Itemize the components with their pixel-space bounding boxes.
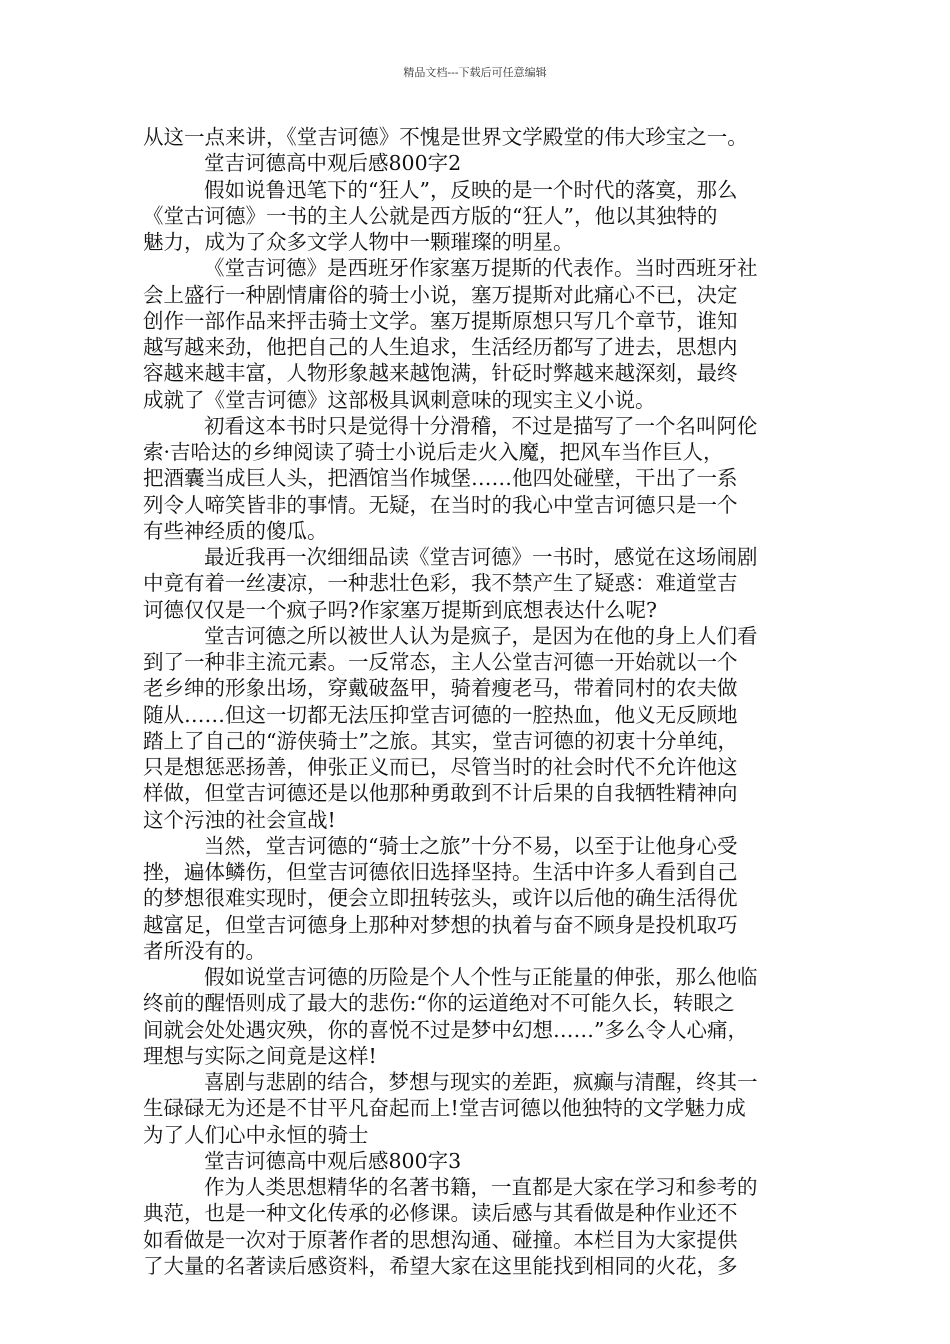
text-line: 随从……但这一切都无法压抑堂吉诃德的一腔热血，他义无反顾地 <box>143 702 738 727</box>
text-line: 初看这本书时只是觉得十分滑稽，不过是描写了一个名叫阿伦 <box>204 413 758 438</box>
text-line: 只是想惩恶扬善，伸张正义而已，尽管当时的社会时代不允许他这 <box>143 755 738 779</box>
text-line: 踏上了自己的“游侠骑士”之旅。其实，堂吉诃德的初衷十分单纯， <box>143 728 738 753</box>
text-line: 作为人类思想精华的名著书籍，一直都是大家在学习和参考的 <box>204 1175 758 1199</box>
text-line: 堂吉诃德高中观后感800字3 <box>204 1148 462 1173</box>
text-line: 《堂吉诃德》是西班牙作家塞万提斯的代表作。当时西班牙社 <box>204 256 758 281</box>
text-line: 越富足，但堂吉诃德身上那种对梦想的执着与奋不顾身是投机取巧 <box>143 912 738 937</box>
text-line: 假如说堂吉诃德的历险是个人个性与正能量的伸张，那么他临 <box>204 965 758 989</box>
text-line: 老乡绅的形象出场，穿戴破盔甲，骑着瘦老马，带着同村的农夫做 <box>143 676 738 701</box>
text-line: 最近我再一次细细品读《堂吉诃德》一书时，感觉在这场闹剧 <box>204 545 758 569</box>
text-line: 列令人啼笑皆非的事情。无疑，在当时的我心中堂吉诃德只是一个 <box>143 492 738 517</box>
text-line: 从这一点来讲，《堂吉诃德》不愧是世界文学殿堂的伟大珍宝之一。 <box>143 125 748 149</box>
text-line: 了大量的名著读后感资料，希望大家在这里能找到相同的火花，多 <box>143 1253 738 1278</box>
text-line: 生碌碌无为还是不甘平凡奋起而上!堂吉诃德以他独特的文学魅力成 <box>143 1096 746 1121</box>
text-line: 为了人们心中永恒的骑士 <box>143 1122 369 1147</box>
text-line: 《堂古诃德》一书的主人公就是西方版的“狂人”，他以其独特的 <box>143 203 718 228</box>
text-line: 把酒囊当成巨人头，把酒馆当作城堡……他四处碰壁，干出了一系 <box>143 466 738 491</box>
text-line: 中竟有着一丝凄凉，一种悲壮色彩，我不禁产生了疑惑：难道堂吉 <box>143 571 738 596</box>
text-line: 创作一部作品来抨击骑士文学。塞万提斯原想只写几个章节，谁知 <box>143 308 738 333</box>
text-line: 喜剧与悲剧的结合，梦想与现实的差距，疯癫与清醒，终其一 <box>204 1070 758 1094</box>
body-text <box>143 124 811 1279</box>
text-line: 堂吉诃德高中观后感800字2 <box>204 151 462 176</box>
text-line: 的梦想很难实现时，便会立即扭转弦头，或许以后他的确生活得优 <box>143 886 738 911</box>
text-line: 这个污浊的社会宣战! <box>143 807 336 832</box>
text-line: 当然，堂吉诃德的“骑士之旅”十分不易，以至于让他身心受 <box>204 833 738 858</box>
text-line: 会上盛行一种剧情庸俗的骑士小说，塞万提斯对此痛心不已，决定 <box>143 282 738 307</box>
text-line: 成就了《堂吉诃德》这部极具讽刺意味的现实主义小说。 <box>143 387 656 412</box>
text-line: 越写越来劲，他把自己的人生追求，生活经历都写了进去，思想内 <box>143 335 738 359</box>
text-line: 典范，也是一种文化传承的必修课。读后感与其看做是种作业还不 <box>143 1201 738 1226</box>
text-line: 终前的醒悟则成了最大的悲伤:“你的运道绝对不可能久长，转眼之 <box>143 991 735 1016</box>
text-line: 索·吉哈达的乡绅阅读了骑士小说后走火入魔，把风车当作巨人， <box>143 440 724 464</box>
text-line: 间就会处处遇灾殃，你的喜悦不过是梦中幻想……”多么令人心痛， <box>143 1017 748 1042</box>
text-line: 有些神经质的傻瓜。 <box>143 518 328 543</box>
text-line: 诃德仅仅是一个疯子吗?作家塞万提斯到底想表达什么呢? <box>143 597 657 622</box>
text-line: 到了一种非主流元素。一反常态，主人公堂吉河德一开始就以一个 <box>143 650 738 674</box>
page-header: 精品文档---下载后可任意编辑 <box>403 66 547 79</box>
text-line: 样做，但堂吉诃德还是以他那种勇敢到不计后果的自我牺牲精神向 <box>143 781 738 806</box>
text-line: 假如说鲁迅笔下的“狂人”，反映的是一个时代的落寞，那么 <box>204 177 738 202</box>
text-line: 如看做是一次对于原著作者的思想沟通、碰撞。本栏目为大家提供 <box>143 1227 738 1252</box>
text-line: 理想与实际之间竟是这样! <box>143 1043 377 1068</box>
text-line: 堂吉诃德之所以被世人认为是疯子，是因为在他的身上人们看 <box>204 623 758 648</box>
text-line: 者所没有的。 <box>143 938 266 963</box>
text-line: 容越来越丰富，人物形象越来越饱满，针砭时弊越来越深刻，最终 <box>143 361 738 386</box>
text-line: 挫，遍体鳞伤，但堂吉诃德依旧选择坚持。生活中许多人看到自己 <box>143 860 738 884</box>
text-line: 魅力，成为了众多文学人物中一颗璀璨的明星。 <box>143 230 574 254</box>
